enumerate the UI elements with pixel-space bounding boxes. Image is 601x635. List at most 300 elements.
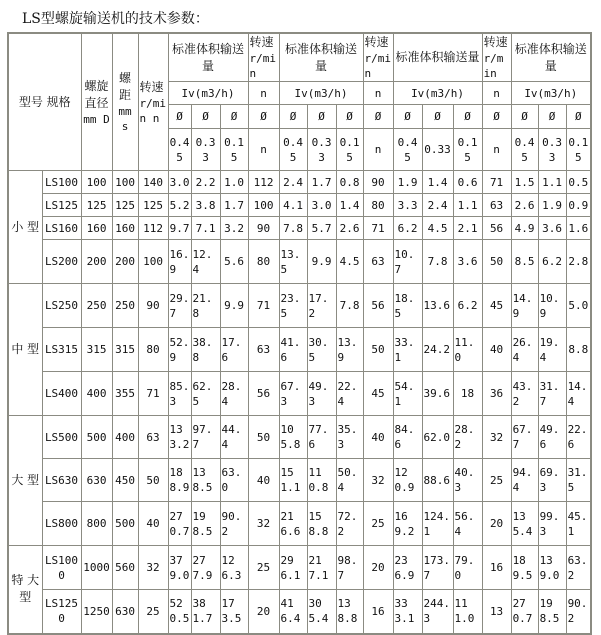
value-cell-text: 3.6 xyxy=(542,221,562,235)
value-cell xyxy=(138,240,168,284)
header-phi xyxy=(482,105,511,129)
value-cell-text: 80 xyxy=(371,198,385,212)
group-label xyxy=(8,284,42,416)
value-cell-text: 71 xyxy=(256,299,271,312)
value-cell xyxy=(168,217,191,240)
model-cell xyxy=(42,328,81,372)
value-cell-text: 9.9 xyxy=(224,299,244,312)
value-cell xyxy=(81,171,112,194)
value-cell xyxy=(453,171,482,194)
value-cell xyxy=(511,171,538,194)
value-cell-text: 38.8 xyxy=(192,335,213,364)
value-cell-text: 198.5 xyxy=(192,509,213,538)
header-phi-text: Ø xyxy=(404,110,411,123)
value-cell xyxy=(248,372,279,416)
value-cell-text: 56 xyxy=(489,221,504,235)
value-cell xyxy=(566,171,591,194)
header-volume xyxy=(393,33,482,82)
model-cell-text: LS800 xyxy=(44,517,79,530)
value-cell-text: 63 xyxy=(371,255,385,268)
value-cell-text: 35.3 xyxy=(337,423,358,451)
value-cell xyxy=(422,546,453,590)
value-cell-text: 13.6 xyxy=(423,299,451,312)
table-row xyxy=(8,171,591,194)
value-cell-text: 33.1 xyxy=(394,335,415,364)
value-cell xyxy=(538,284,566,328)
value-cell-text: 17.2 xyxy=(308,291,329,320)
value-cell-text: 189.5 xyxy=(512,553,533,582)
value-cell-text: 1.1 xyxy=(542,175,562,189)
value-cell xyxy=(422,171,453,194)
value-cell-text: 44.4 xyxy=(221,423,242,451)
model-cell xyxy=(42,194,81,217)
value-cell-text: 1.7 xyxy=(311,175,332,189)
value-cell-text: 7.1 xyxy=(195,221,216,235)
header-volume-text: 标准体积输送量 xyxy=(285,41,358,73)
value-cell-text: 49.3 xyxy=(308,379,329,408)
value-cell-text: 3.0 xyxy=(169,175,190,189)
spec-table xyxy=(7,32,592,635)
value-cell xyxy=(336,372,363,416)
value-cell xyxy=(422,590,453,634)
value-cell-text: 3.3 xyxy=(397,198,418,212)
header-volume-unit xyxy=(511,82,591,105)
header-fill-factor-text: 0.33 xyxy=(542,135,562,164)
table-row xyxy=(8,194,591,217)
value-cell xyxy=(112,546,138,590)
value-cell-text: 2.6 xyxy=(339,221,360,235)
value-cell xyxy=(393,328,422,372)
value-cell-text: 500 xyxy=(86,430,107,444)
value-cell xyxy=(363,459,393,502)
table-row xyxy=(8,217,591,240)
header-fill-factor xyxy=(538,129,566,171)
value-cell xyxy=(453,217,482,240)
header-speed-text: 转速 xyxy=(364,35,389,49)
value-cell-text: 29.7 xyxy=(169,291,190,320)
table-row xyxy=(8,546,591,590)
header-phi xyxy=(422,105,453,129)
value-cell-text: 4.5 xyxy=(339,255,360,268)
value-cell-text: 216.6 xyxy=(280,509,301,538)
header-phi-text: Ø xyxy=(230,110,238,123)
value-cell xyxy=(220,546,248,590)
value-cell-text: 90 xyxy=(256,221,271,235)
value-cell-text: 24.2 xyxy=(423,343,451,356)
model-cell xyxy=(42,284,81,328)
value-cell xyxy=(393,546,422,590)
value-cell xyxy=(566,328,591,372)
value-cell-text: 45 xyxy=(371,387,385,400)
value-cell-text: 0.8 xyxy=(339,175,360,189)
value-cell-text: 10.7 xyxy=(394,247,415,276)
value-cell-text: 315 xyxy=(115,343,135,356)
value-cell-text: 80 xyxy=(256,255,271,268)
value-cell-text: 22.6 xyxy=(567,423,588,451)
header-fill-factor xyxy=(453,129,482,171)
header-volume-text: 标准体积输送量 xyxy=(395,50,480,64)
value-cell xyxy=(453,284,482,328)
value-cell-text: 2.4 xyxy=(427,198,448,212)
header-phi-text: Ø xyxy=(521,110,528,123)
value-cell xyxy=(279,590,307,634)
value-cell xyxy=(191,459,220,502)
value-cell xyxy=(566,416,591,459)
header-speed-n xyxy=(363,82,393,105)
value-cell-text: 2.2 xyxy=(195,175,216,189)
header-speed-n-text: n xyxy=(493,143,500,156)
header-phi-text: Ø xyxy=(289,110,297,123)
value-cell xyxy=(307,459,336,502)
model-cell-text: LS400 xyxy=(44,387,79,400)
value-cell xyxy=(566,240,591,284)
value-cell-text: 560 xyxy=(115,561,135,574)
value-cell-text: 14.9 xyxy=(512,291,533,320)
value-cell-text: 800 xyxy=(86,517,107,530)
value-cell xyxy=(279,372,307,416)
value-cell-text: 124.1 xyxy=(423,509,451,538)
value-cell xyxy=(191,217,220,240)
value-cell xyxy=(511,284,538,328)
value-cell-text: 50 xyxy=(256,430,271,444)
value-cell-text: 43.2 xyxy=(512,379,533,408)
model-cell-text: LS160 xyxy=(44,221,79,235)
header-speed-text: 转速 xyxy=(249,35,274,49)
value-cell-text: 2.1 xyxy=(457,221,478,235)
header-speed-text: 转速 xyxy=(139,79,164,94)
value-cell xyxy=(248,502,279,546)
value-cell xyxy=(422,284,453,328)
value-cell-text: 50 xyxy=(371,343,385,356)
value-cell xyxy=(168,284,191,328)
value-cell-text: 63.0 xyxy=(221,466,242,494)
value-cell-text: 71 xyxy=(146,387,160,400)
value-cell-text: 3.0 xyxy=(311,198,332,212)
value-cell xyxy=(81,459,112,502)
value-cell-text: 1.5 xyxy=(514,175,535,189)
header-speed-n xyxy=(482,82,511,105)
value-cell xyxy=(168,416,191,459)
value-cell xyxy=(112,590,138,634)
value-cell xyxy=(511,459,538,502)
value-cell xyxy=(538,416,566,459)
value-cell xyxy=(393,459,422,502)
group-label xyxy=(8,171,42,284)
value-cell-text: 17.6 xyxy=(221,335,242,364)
value-cell xyxy=(138,284,168,328)
value-cell xyxy=(279,171,307,194)
value-cell-text: 416.4 xyxy=(280,597,301,626)
header-phi xyxy=(453,105,482,129)
model-cell xyxy=(42,459,81,502)
value-cell-text: 1.4 xyxy=(339,198,360,212)
value-cell xyxy=(453,240,482,284)
model-cell-text: LS100 xyxy=(44,175,79,189)
value-cell xyxy=(336,502,363,546)
header-fill-factor-text: 0.15 xyxy=(457,135,478,164)
value-cell-text: 2.6 xyxy=(514,198,535,212)
value-cell xyxy=(363,194,393,217)
value-cell xyxy=(248,459,279,502)
value-cell xyxy=(393,217,422,240)
value-cell xyxy=(566,194,591,217)
value-cell xyxy=(81,240,112,284)
value-cell xyxy=(279,459,307,502)
header-speed-n xyxy=(248,129,279,171)
value-cell-text: 13.5 xyxy=(280,247,301,276)
value-cell-text: 400 xyxy=(86,387,107,400)
value-cell-text: 18.5 xyxy=(394,291,415,320)
value-cell xyxy=(453,590,482,634)
value-cell xyxy=(138,372,168,416)
value-cell xyxy=(81,502,112,546)
header-speed-text: r/min xyxy=(483,52,504,80)
value-cell xyxy=(248,171,279,194)
value-cell-text: 277.9 xyxy=(192,553,213,582)
value-cell-text: 105.8 xyxy=(280,423,301,451)
value-cell-text: 112 xyxy=(253,175,274,189)
value-cell-text: 120.9 xyxy=(394,466,415,494)
model-cell-text: LS315 xyxy=(44,343,79,356)
value-cell xyxy=(220,590,248,634)
value-cell xyxy=(279,328,307,372)
header-fill-factor xyxy=(307,129,336,171)
value-cell xyxy=(138,171,168,194)
value-cell-text: 54.1 xyxy=(394,379,415,408)
value-cell xyxy=(191,502,220,546)
value-cell xyxy=(393,240,422,284)
value-cell-text: 62.5 xyxy=(192,379,213,408)
value-cell xyxy=(538,240,566,284)
value-cell xyxy=(168,546,191,590)
value-cell-text: 90.2 xyxy=(567,597,588,626)
value-cell xyxy=(538,372,566,416)
value-cell xyxy=(220,416,248,459)
value-cell xyxy=(363,171,393,194)
header-speed xyxy=(248,33,279,82)
value-cell xyxy=(538,546,566,590)
value-cell xyxy=(511,217,538,240)
value-cell xyxy=(220,328,248,372)
value-cell-text: 28.4 xyxy=(221,379,242,408)
value-cell-text: 16 xyxy=(489,561,504,574)
header-phi xyxy=(538,105,566,129)
value-cell xyxy=(248,240,279,284)
value-cell-text: 94.4 xyxy=(512,466,533,494)
value-cell-text: 50 xyxy=(146,473,160,487)
value-cell xyxy=(363,328,393,372)
value-cell xyxy=(511,240,538,284)
value-cell-text: 36 xyxy=(489,387,504,400)
value-cell xyxy=(336,416,363,459)
value-cell xyxy=(279,194,307,217)
value-cell xyxy=(336,546,363,590)
value-cell xyxy=(566,590,591,634)
table-row xyxy=(8,240,591,284)
header-diameter xyxy=(81,33,112,171)
value-cell xyxy=(511,328,538,372)
value-cell-text: 90 xyxy=(146,299,160,312)
value-cell-text: 13 xyxy=(489,604,504,618)
value-cell-text: 25 xyxy=(256,561,271,574)
value-cell-text: 100 xyxy=(253,198,274,212)
value-cell-text: 270.7 xyxy=(169,509,190,538)
value-cell-text: 41.6 xyxy=(280,335,301,364)
value-cell-text: 1.6 xyxy=(568,221,589,235)
header-phi-text: Ø xyxy=(202,110,209,123)
value-cell xyxy=(220,372,248,416)
header-model-spec xyxy=(8,33,81,171)
value-cell xyxy=(538,459,566,502)
value-cell-text: 135.4 xyxy=(512,509,533,538)
header-phi xyxy=(307,105,336,129)
header-speed-n-text: n xyxy=(493,86,500,100)
value-cell xyxy=(138,546,168,590)
value-cell xyxy=(363,217,393,240)
value-cell xyxy=(511,502,538,546)
header-volume-unit-text: Iv(m3/h) xyxy=(411,86,465,100)
header-fill-factor xyxy=(336,129,363,171)
value-cell xyxy=(453,502,482,546)
value-cell-text: 63 xyxy=(256,343,271,356)
value-cell-text: 270.7 xyxy=(512,597,533,626)
value-cell xyxy=(279,240,307,284)
value-cell xyxy=(482,328,511,372)
header-volume-text: 标准体积输送量 xyxy=(514,41,587,73)
value-cell-text: 72.2 xyxy=(337,509,358,538)
value-cell xyxy=(112,459,138,502)
value-cell xyxy=(336,194,363,217)
model-cell-text: LS125 xyxy=(44,198,79,212)
header-fill-factor-text: 0.33 xyxy=(424,143,451,156)
value-cell-text: 7.8 xyxy=(339,299,360,312)
value-cell xyxy=(363,284,393,328)
value-cell xyxy=(482,217,511,240)
value-cell-text: 52.9 xyxy=(169,335,190,364)
value-cell-text: 1250 xyxy=(83,604,110,618)
header-fill-factor xyxy=(511,129,538,171)
value-cell-text: 355 xyxy=(115,387,135,400)
value-cell-text: 217.1 xyxy=(308,553,329,582)
header-fill-factor-text: 0.15 xyxy=(224,135,244,164)
model-cell-text: LS1250 xyxy=(44,597,79,626)
value-cell xyxy=(538,217,566,240)
value-cell xyxy=(566,217,591,240)
header-fill-factor-text: 0.45 xyxy=(397,135,418,164)
model-cell xyxy=(42,372,81,416)
value-cell xyxy=(138,328,168,372)
value-cell xyxy=(363,416,393,459)
value-cell-text: 32 xyxy=(489,430,504,444)
value-cell-text: 500 xyxy=(115,517,135,530)
header-phi xyxy=(220,105,248,129)
model-cell-text: LS630 xyxy=(44,473,79,487)
value-cell xyxy=(482,171,511,194)
header-speed-n-text: n xyxy=(260,143,267,156)
value-cell-text: 4.1 xyxy=(283,198,303,212)
value-cell xyxy=(191,546,220,590)
model-cell xyxy=(42,171,81,194)
value-cell xyxy=(422,217,453,240)
value-cell-text: 88.6 xyxy=(423,473,451,487)
header-fill-factor-text: 0.45 xyxy=(283,135,303,164)
value-cell-text: 3.6 xyxy=(457,255,478,268)
page-title: LS型螺旋输送机的技术参数： xyxy=(22,11,209,27)
header-phi-text: Ø xyxy=(548,110,556,123)
value-cell-text: 20 xyxy=(489,517,504,530)
value-cell-text: 111.0 xyxy=(454,597,475,626)
value-cell-text: 125 xyxy=(143,198,163,212)
value-cell xyxy=(220,284,248,328)
header-fill-factor-text: 0.33 xyxy=(311,135,332,164)
group-label-text: 中 型 xyxy=(11,342,40,356)
value-cell xyxy=(363,546,393,590)
value-cell xyxy=(453,328,482,372)
value-cell xyxy=(566,546,591,590)
value-cell-text: 133.2 xyxy=(169,423,190,451)
value-cell xyxy=(248,217,279,240)
value-cell-text: 0.9 xyxy=(568,198,589,212)
value-cell xyxy=(112,416,138,459)
value-cell-text: 56 xyxy=(256,387,271,400)
header-volume-unit xyxy=(393,82,482,105)
value-cell xyxy=(336,459,363,502)
value-cell xyxy=(363,372,393,416)
value-cell-text: 630 xyxy=(86,473,107,487)
value-cell-text: 63 xyxy=(489,198,504,212)
header-fill-factor-text: 0.45 xyxy=(514,135,535,164)
value-cell xyxy=(112,194,138,217)
value-cell xyxy=(393,502,422,546)
value-cell-text: 1.9 xyxy=(542,198,562,212)
header-phi-text: Ø xyxy=(346,110,353,123)
value-cell xyxy=(248,590,279,634)
header-speed xyxy=(482,33,511,82)
value-cell-text: 40 xyxy=(146,517,160,530)
value-cell xyxy=(81,372,112,416)
value-cell xyxy=(81,590,112,634)
value-cell-text: 100 xyxy=(143,255,163,268)
value-cell-text: 49.6 xyxy=(539,423,560,451)
value-cell xyxy=(482,546,511,590)
table-row xyxy=(8,502,591,546)
table-row xyxy=(8,416,591,459)
header-phi-text: Ø xyxy=(176,110,183,123)
value-cell-text: 28.2 xyxy=(454,423,475,451)
table-row xyxy=(8,328,591,372)
value-cell xyxy=(191,194,220,217)
value-cell-text: 45.1 xyxy=(567,509,588,538)
value-cell-text: 71 xyxy=(371,221,385,235)
value-cell xyxy=(112,240,138,284)
value-cell xyxy=(307,194,336,217)
value-cell xyxy=(482,194,511,217)
value-cell xyxy=(168,328,191,372)
value-cell-text: 8.8 xyxy=(568,343,589,356)
value-cell-text: 22.4 xyxy=(337,379,358,408)
value-cell-text: 250 xyxy=(115,299,135,312)
value-cell-text: 236.9 xyxy=(394,553,415,582)
header-speed xyxy=(138,33,168,171)
header-fill-factor xyxy=(168,129,191,171)
header-volume-unit-text: Iv(m3/h) xyxy=(181,86,235,100)
value-cell xyxy=(482,590,511,634)
value-cell-text: 630 xyxy=(115,604,135,618)
value-cell-text: 5.0 xyxy=(568,299,589,312)
value-cell xyxy=(81,328,112,372)
value-cell-text: 50 xyxy=(489,255,504,268)
value-cell-text: 125 xyxy=(86,198,107,212)
